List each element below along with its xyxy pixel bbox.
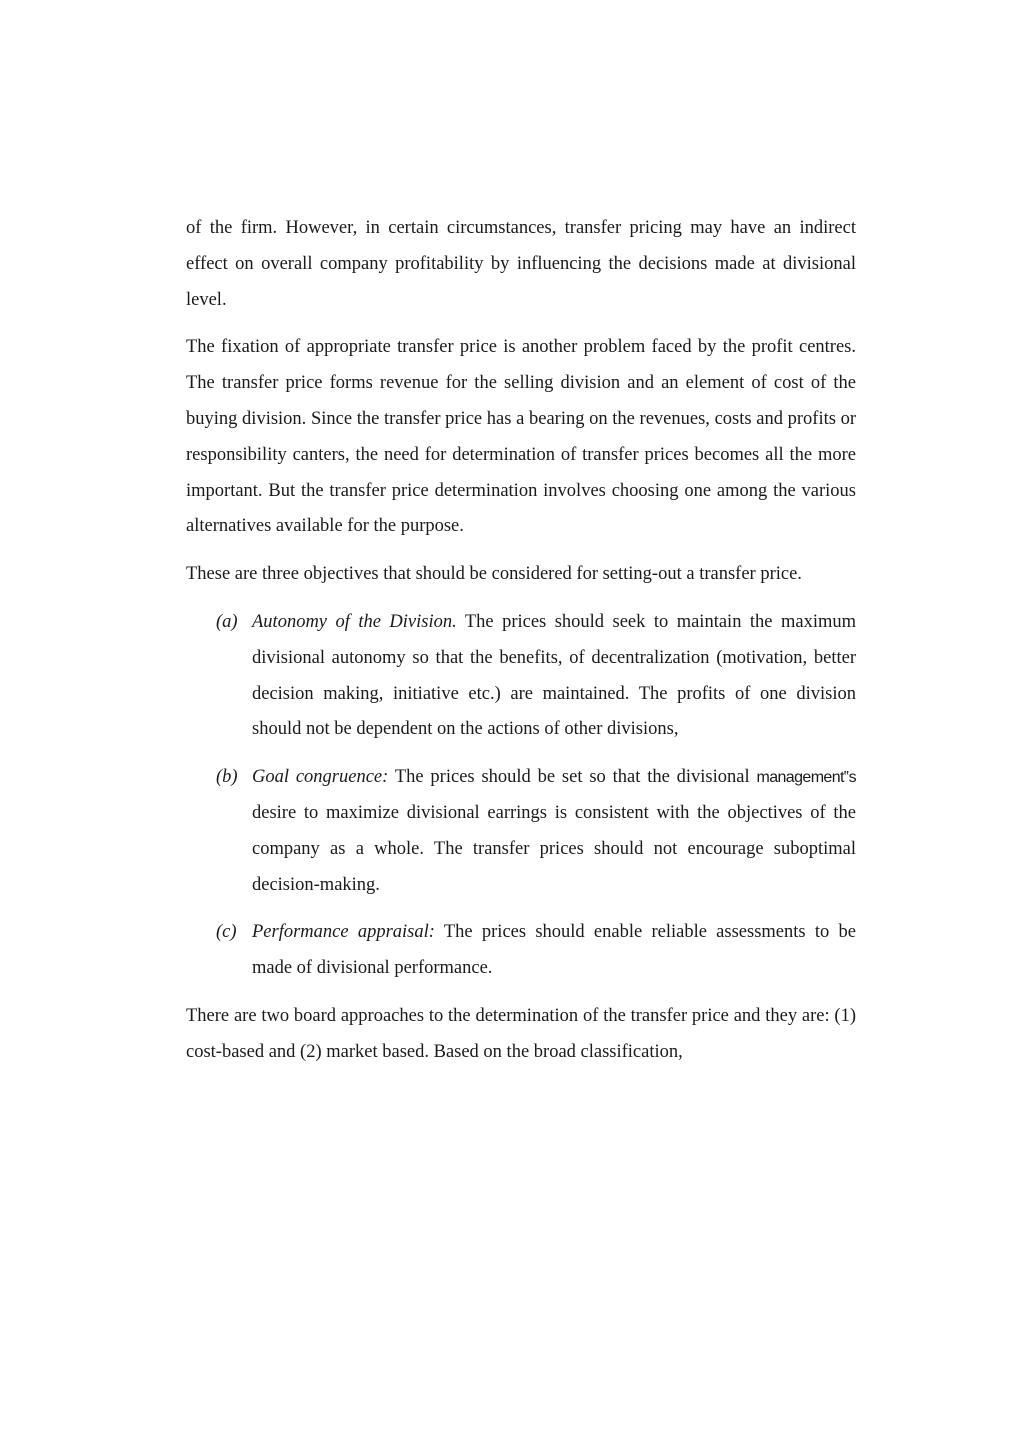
- objective-text: The prices should enable reliable assessments to be made of divisional performance.: [252, 922, 856, 979]
- list-item: [216, 605, 856, 748]
- paragraph-approaches: There are two board approaches to the determination of the transfer price and they are: (1) cost-based and (2) market based. Based on the broad classification,: [186, 1005, 856, 1062]
- list-marker: (a): [216, 611, 238, 632]
- objective-text: The prices should seek to maintain the maximum divisional autonomy so that the benefits, of decentralization (motivation, better decision making, initiative etc.) are maintained. The profits of one division should not be dependent on the actions of other divisions,: [252, 611, 856, 740]
- objective-term: Autonomy of the Division.: [252, 611, 457, 632]
- list-item: [216, 915, 856, 987]
- objective-possessive: management‟s: [756, 769, 856, 787]
- list-marker: (c): [216, 922, 237, 943]
- paragraph-objectives-intro: These are three objectives that should be considered for setting-out a transfer price.: [186, 564, 802, 585]
- list-item: [216, 760, 856, 903]
- objective-text: The prices should be set so that the divisional: [388, 767, 757, 788]
- objective-text: desire to maximize divisional earrings is consistent with the objectives of the company as a whole. The transfer prices should not encourage suboptimal decision-making.: [252, 802, 856, 895]
- paragraph-transfer-price-problem: The fixation of appropriate transfer price is another problem faced by the profit centres. The transfer price forms revenue for the selling division and an element of cost of the buying division. Since the transfer price has a bearing on the revenues, costs and profits or responsibility canters, the need for determination of transfer prices becomes all the more important. But the transfer price determination involves choosing one among the various alternatives available for the purpose.: [186, 337, 856, 537]
- list-marker: (b): [216, 767, 238, 788]
- paragraph-intro: of the firm. However, in certain circumstances, transfer pricing may have an indirect effect on overall company profitability by influencing the decisions made at divisional level.: [186, 218, 856, 310]
- objective-term: Performance appraisal:: [252, 922, 435, 943]
- objective-term: Goal congruence:: [252, 767, 389, 788]
- objectives-list: [216, 605, 856, 987]
- document-page: [186, 211, 856, 1083]
